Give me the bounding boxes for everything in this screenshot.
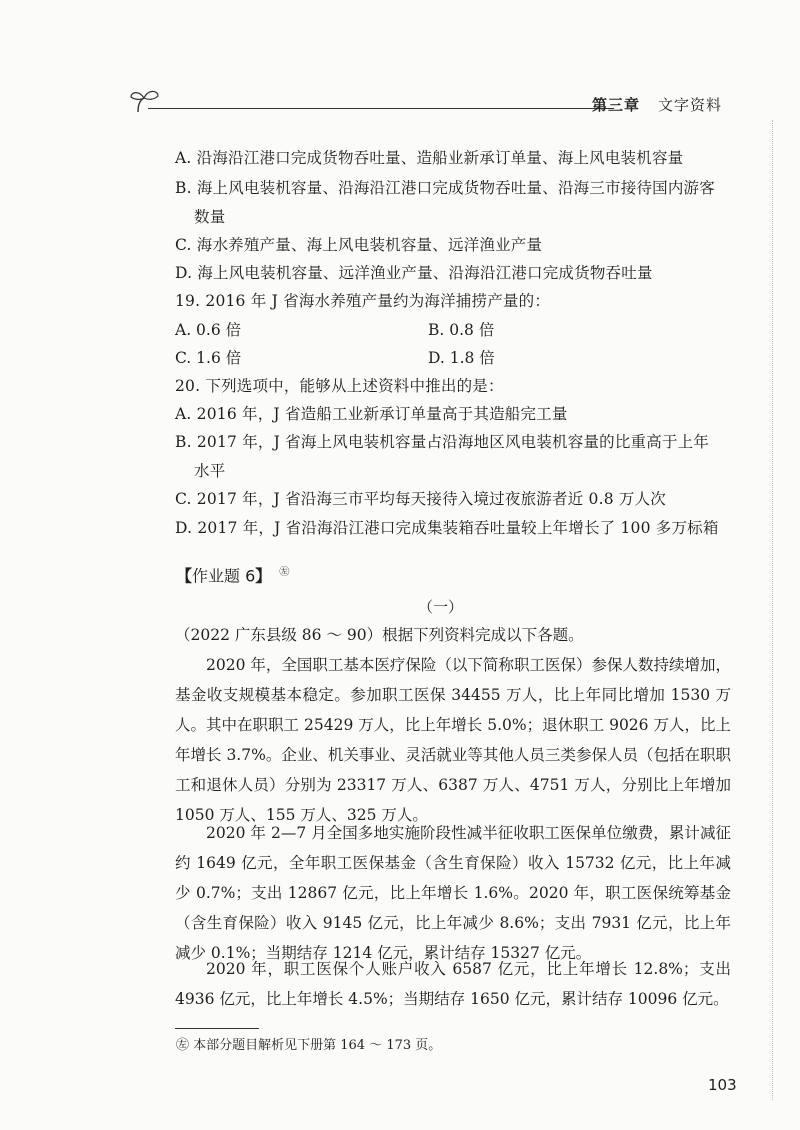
exercise-title [176, 563, 289, 586]
prev-option-c: C. 海水养殖产量、海上风电装机容量、远洋渔业产量 [175, 236, 543, 254]
footnote-rule [175, 1028, 259, 1029]
paragraph-3: 2020 年，职工医保个人账户收入 6587 亿元，比上年增长 12.8%；支出 4936 亿元，比上年增长 4.5%；当期结存 1650 亿元，累计结存 10096 亿元。 [175, 960, 731, 1008]
right-bracket: 】 [255, 566, 272, 586]
left-bracket: 【 [176, 566, 193, 586]
sprout-icon [128, 86, 162, 114]
source-intro: （2022 广东县级 86 ～ 90）根据下列资料完成以下各题。 [175, 626, 584, 644]
q19-option-c: C. 1.6 倍 [175, 349, 242, 367]
running-header [128, 86, 728, 116]
part-number: （一） [418, 598, 464, 616]
q19-option-b: B. 0.8 倍 [428, 321, 495, 339]
chapter-heading [592, 94, 722, 115]
prev-option-d: D. 海上风电装机容量、远洋渔业产量、沿海沿江港口完成货物吞吐量 [175, 264, 653, 282]
q20-option-a: A. 2016 年，J 省造船工业新承订单量高于其造船完工量 [175, 405, 568, 423]
q19-option-d: D. 1.8 倍 [428, 349, 495, 367]
page-number: 103 [708, 1076, 737, 1094]
q20-option-b-cont: 水平 [194, 462, 226, 480]
q20-stem: 20. 下列选项中，能够从上述资料中推出的是： [175, 377, 504, 395]
paragraph-1: 2020 年，全国职工基本医疗保险（以下简称职工医保）参保人数持续增加，基金收支规模基本稳定。参加职工医保 34455 万人，比上年同比增加 1530 万人。其中在职职工 25429 万人，比上年增长 5.0%；退休职工 9026 万人，比上年增长 3.7%。企业、机关事业、灵活就业等其他人员三类参保人员（包括在职职工和退休人员）分别为 23317 万人、6387 万人、4751 万人，分别比上年增加 1050 万人、155 万人、325 万人。 [175, 656, 731, 824]
q20-option-c: C. 2017 年，J 省沿海三市平均每天接待入境过夜旅游者近 0.8 万人次 [175, 490, 666, 508]
exercise-label: 作业题 6 [192, 566, 256, 586]
q19-stem: 19. 2016 年 J 省海水养殖产量约为海洋捕捞产量的： [175, 292, 551, 310]
q20-option-b: B. 2017 年，J 省海上风电装机容量占沿海地区风电装机容量的比重高于上年 [175, 433, 710, 451]
q19-option-a: A. 0.6 倍 [175, 321, 242, 339]
paragraph-2: 2020 年 2—7 月全国多地实施阶段性减半征收职工医保单位缴费，累计减征约 1649 亿元，全年职工医保基金（含生育保险）收入 15732 亿元，比上年减少 0.7%；支出 12867 亿元，比上年增长 1.6%。2020 年，职工医保统筹基金（含生育保险）收入 9145 亿元，比上年减少 8.6%；支出 7931 亿元，比上年减少 0.1%；当期结存 1214 亿元，累计结存 15327 亿元。 [175, 824, 731, 962]
chapter-number: 第三章 [592, 96, 641, 114]
q20-option-d: D. 2017 年，J 省沿海沿江港口完成集装箱吞吐量较上年增长了 100 多万标箱 [175, 519, 719, 537]
footnote: ㊧ 本部分题目解析见下册第 164 ～ 173 页。 [176, 1038, 442, 1053]
header-rule [148, 108, 614, 109]
section-name: 文字资料 [658, 96, 723, 114]
prev-option-a: A. 沿海沿江港口完成货物吞吐量、造船业新承订单量、海上风电装机容量 [175, 149, 684, 167]
scan-edge [772, 120, 775, 1100]
prev-option-b: B. 海上风电装机容量、沿海沿江港口完成货物吞吐量、沿海三市接待国内游客 [175, 179, 715, 197]
prev-option-b-cont: 数量 [194, 208, 226, 226]
footnote-marker-icon: ㊧ [279, 567, 290, 578]
